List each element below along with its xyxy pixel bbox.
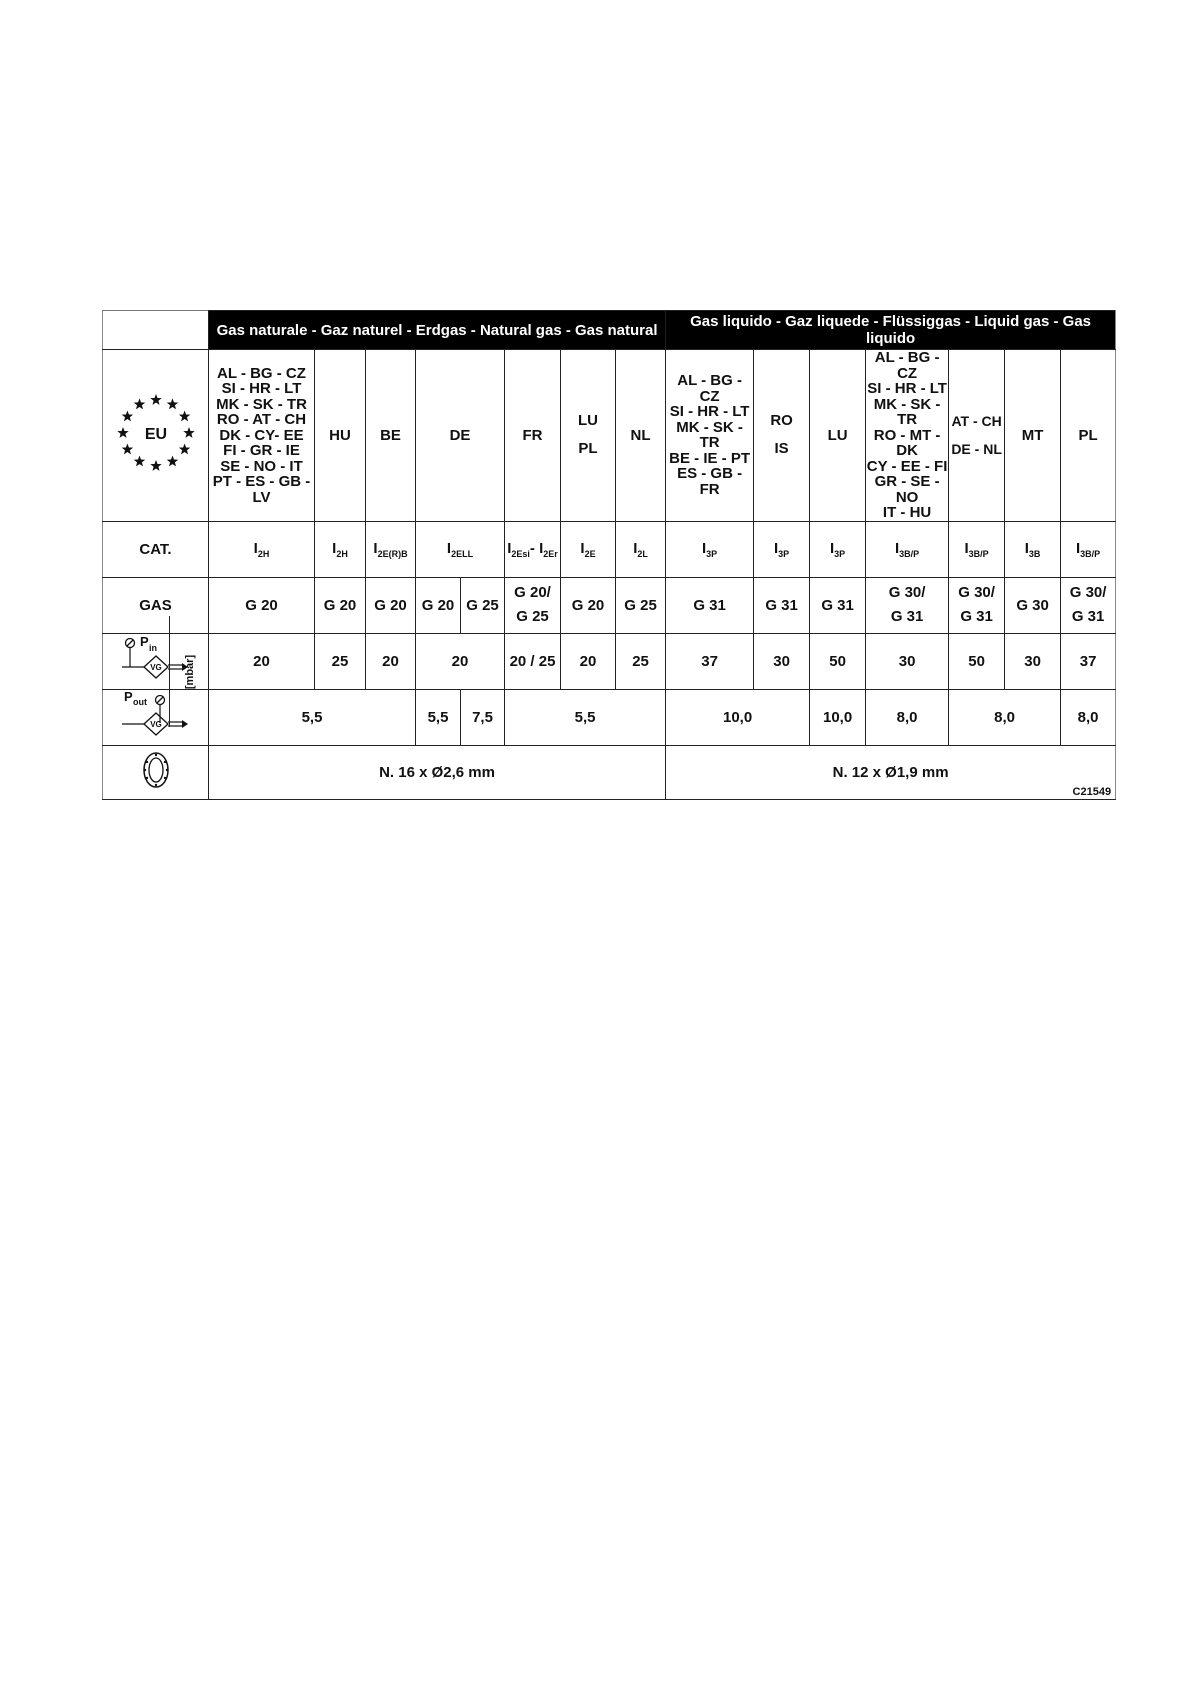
country-line: FI - GR - IE: [223, 442, 300, 459]
nozzle-ring-icon: [139, 750, 173, 790]
cat-sub: 2E: [584, 548, 596, 559]
country-line: CY - EE - FI: [866, 457, 948, 475]
eu-star: [166, 399, 177, 410]
cat-sub: 2Er: [543, 548, 558, 559]
gas-line: G 31: [960, 608, 993, 625]
eu-stars-icon: [111, 388, 201, 478]
country-line: RO: [770, 412, 793, 430]
pin-label-main: P: [139, 634, 149, 649]
pin-value: 50: [949, 633, 1005, 689]
cat-main: I: [633, 539, 638, 557]
country-line: LU: [578, 412, 598, 430]
pin-value: 20 / 25: [505, 633, 561, 689]
country-line: BE - IE - PT: [669, 449, 751, 467]
country-line: SI - HR - LT: [221, 380, 302, 397]
cat-main: I: [580, 539, 585, 557]
gas-line: G 30/: [888, 584, 926, 601]
cat-main: I: [774, 539, 779, 557]
liquid-gas-header: Gas liquido - Gaz liquede - Flüssiggas - Liquid gas - Gas liquido: [666, 311, 1116, 350]
cat-sub: 2L: [637, 548, 648, 559]
gas-cell: G 25: [461, 577, 505, 633]
cat-sub: 2ELL: [451, 548, 474, 559]
category-cell: [505, 521, 561, 577]
country-hu: HU: [315, 350, 366, 522]
pin-value: 30: [866, 633, 949, 689]
pout-value: 5,5: [505, 689, 666, 745]
cat-sub: 3P: [706, 548, 718, 559]
country-line: MK - SK - TR: [873, 395, 941, 428]
country-at-ch-de-nl: [949, 350, 1005, 522]
country-line: AL - BG - CZ: [677, 372, 742, 405]
pin-value: 30: [754, 633, 810, 689]
eu-star: [121, 411, 132, 422]
cat-sub: 3B: [1028, 548, 1041, 559]
natural-gas-header: Gas naturale - Gaz naturel - Erdgas - Natural gas - Gas natural: [209, 311, 666, 350]
gas-cell: G 20: [561, 577, 616, 633]
country-line: RO - AT - CH: [216, 411, 307, 428]
eu-star: [178, 444, 189, 455]
gas-cell: G 31: [666, 577, 754, 633]
gas-cell: G 20: [209, 577, 315, 633]
unit-label: [mbar]: [184, 654, 197, 689]
valve-label: VG: [149, 720, 162, 729]
country-list-natural: [209, 350, 315, 522]
cat-main: I: [253, 539, 258, 557]
cat-sub: 2E(R)B: [377, 548, 408, 559]
cat-main: I: [1076, 539, 1081, 557]
nozzle-natural: N. 16 x Ø2,6 mm: [209, 745, 666, 799]
cat-main: I: [539, 539, 544, 557]
country-line: SI - HR - LT: [867, 380, 947, 397]
cat-sub: 3P: [834, 548, 846, 559]
cat-sub: 3P: [778, 548, 790, 559]
nozzle-ring-cell: [103, 745, 209, 799]
category-cell: [616, 521, 666, 577]
country-lu-pl: [561, 350, 616, 522]
country-line: AL - BG - CZ: [874, 349, 940, 382]
country-pl: PL: [1061, 350, 1116, 522]
pin-value: 20: [416, 633, 505, 689]
category-cell: [416, 521, 505, 577]
gas-line: G 20/: [514, 584, 551, 601]
country-line: AT - CH: [951, 413, 1002, 430]
category-cell: [315, 521, 366, 577]
gas-cell-multi: [866, 577, 949, 633]
country-de: DE: [416, 350, 505, 522]
gas-cell: G 20: [315, 577, 366, 633]
eu-star: [121, 444, 132, 455]
gas-cell-multi: [1061, 577, 1116, 633]
pin-label-sub: in: [148, 643, 157, 653]
country-line: RO - MT - DK: [873, 426, 941, 459]
pout-value: 5,5: [209, 689, 416, 745]
gas-label: GAS: [103, 577, 209, 633]
gas-line: G 25: [516, 608, 549, 625]
category-cell: [366, 521, 416, 577]
nozzle-liquid: N. 12 x Ø1,9 mm: [832, 763, 949, 781]
country-list-liquid: [666, 350, 754, 522]
category-cell: [866, 521, 949, 577]
country-line: MK - SK - TR: [676, 418, 743, 452]
eu-flag-cell: [103, 350, 209, 522]
cat-sub: 3B/P: [1080, 548, 1101, 559]
cat-main: I: [702, 539, 707, 557]
country-line: MK - SK - TR: [216, 395, 307, 413]
country-line: ES - GB - FR: [677, 465, 743, 498]
gas-cell: G 31: [754, 577, 810, 633]
category-cell: [1061, 521, 1116, 577]
category-cell: [561, 521, 616, 577]
country-line: DK - CY- EE: [219, 426, 304, 444]
pin-value: 25: [616, 633, 666, 689]
cat-main: I: [507, 539, 512, 557]
country-line: IS: [774, 440, 789, 458]
pout-value: 10,0: [810, 689, 866, 745]
gas-cell: G 20: [366, 577, 416, 633]
category-cell: [754, 521, 810, 577]
category-cell: [209, 521, 315, 577]
eu-label: EU: [144, 426, 167, 444]
eu-star: [150, 394, 161, 405]
eu-star: [117, 427, 128, 438]
country-ro-is: [754, 350, 810, 522]
cat-main: I: [830, 539, 835, 557]
country-nl: NL: [616, 350, 666, 522]
pin-value: 20: [366, 633, 416, 689]
pout-label-main: P: [123, 690, 133, 704]
drawing-code: C21549: [1072, 785, 1112, 798]
pin-value: 20: [561, 633, 616, 689]
eu-star: [133, 456, 144, 467]
country-line: AL - BG - CZ: [217, 364, 306, 382]
category-cell: [1005, 521, 1061, 577]
pout-value: 7,5: [461, 689, 505, 745]
cat-sub: 3B/P: [899, 548, 920, 559]
gas-line: G 31: [1071, 608, 1105, 625]
gas-line: G 30/: [1069, 584, 1107, 601]
country-line: PT - ES - GB - LV: [212, 473, 311, 506]
pout-value: 10,0: [666, 689, 810, 745]
pin-value: 37: [1061, 633, 1116, 689]
cat-separator: -: [529, 539, 540, 557]
gas-cell: G 20: [416, 577, 461, 633]
country-line: IT - HU: [882, 504, 932, 521]
country-line: SI - HR - LT: [669, 403, 750, 421]
pin-value: 50: [810, 633, 866, 689]
unit-column: [169, 616, 211, 727]
pout-value: 8,0: [866, 689, 949, 745]
cat-main: I: [895, 539, 900, 557]
cat-main: I: [373, 539, 378, 557]
gas-cell: G 30: [1005, 577, 1061, 633]
country-be: BE: [366, 350, 416, 522]
gas-cell-multi: [949, 577, 1005, 633]
cat-main: I: [964, 539, 969, 557]
eu-star: [133, 399, 144, 410]
gas-category-table: [102, 310, 1116, 800]
pout-value: 8,0: [949, 689, 1061, 745]
cat-main: I: [332, 539, 337, 557]
country-line: SE - NO - IT: [220, 457, 303, 475]
gas-line: G 30/: [958, 584, 995, 601]
pin-value: 25: [315, 633, 366, 689]
country-line: PL: [578, 440, 598, 458]
pin-value: 30: [1005, 633, 1061, 689]
pout-label-sub: out: [132, 697, 147, 707]
valve-label: VG: [149, 663, 162, 672]
eu-star: [183, 427, 194, 438]
cat-main: I: [1024, 539, 1029, 557]
eu-star: [150, 460, 161, 471]
cat-label: CAT.: [103, 521, 209, 577]
blank-corner-cell: [103, 311, 209, 350]
eu-star: [178, 411, 189, 422]
nozzle-liquid-cell: [666, 745, 1116, 799]
gas-line: G 31: [890, 608, 924, 625]
eu-star: [166, 456, 177, 467]
country-line: GR - SE - NO: [874, 473, 940, 506]
country-line: DE - NL: [951, 441, 1002, 458]
pout-value: 8,0: [1061, 689, 1116, 745]
pin-value: 20: [209, 633, 315, 689]
country-fr: FR: [505, 350, 561, 522]
cat-sub: 3B/P: [968, 548, 989, 559]
country-lu: LU: [810, 350, 866, 522]
pin-value: 37: [666, 633, 754, 689]
category-cell: [810, 521, 866, 577]
cat-main: I: [446, 539, 452, 557]
gas-cell-multi: [505, 577, 561, 633]
gas-cell: G 25: [616, 577, 666, 633]
cat-sub: 2Esi: [511, 548, 530, 559]
cat-sub: 2H: [336, 548, 348, 559]
gas-cell: G 31: [810, 577, 866, 633]
pout-value: 5,5: [416, 689, 461, 745]
country-mt: MT: [1005, 350, 1061, 522]
cat-sub: 2H: [257, 548, 270, 559]
category-cell: [666, 521, 754, 577]
category-cell: [949, 521, 1005, 577]
country-list-liquid-b: [866, 350, 949, 522]
